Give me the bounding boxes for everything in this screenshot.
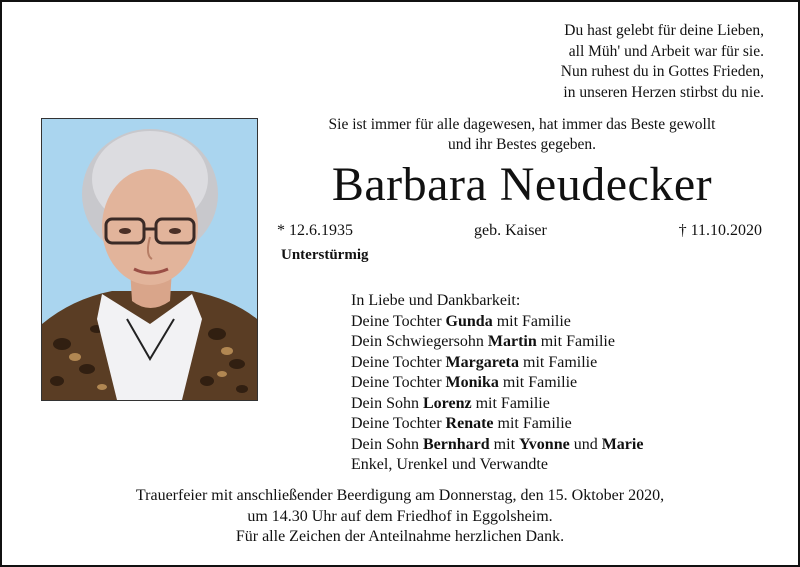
maiden-name: geb. Kaiser xyxy=(474,222,547,239)
deceased-name: Barbara Neudecker xyxy=(331,158,713,211)
mourner-line: Deine Tochter Monika mit Familie xyxy=(351,374,578,391)
mourner-line: Dein Schwiegersohn Martin mit Familie xyxy=(351,333,615,350)
mourner-line: Dein Sohn Lorenz mit Familie xyxy=(351,394,550,412)
footer-line: um 14.30 Uhr auf dem Friedhof in Eggolsheim. xyxy=(247,507,553,525)
death-date: † 11.10.2020 xyxy=(678,222,762,239)
poem-line: in unseren Herzen stirbst du nie. xyxy=(563,83,764,101)
tribute-line: und ihr Bestes gegeben. xyxy=(447,136,597,153)
poem-line: Du hast gelebt für deine Lieben, xyxy=(564,22,764,39)
mourner-line: Deine Tochter Margareta mit Familie xyxy=(351,353,598,371)
tribute-text xyxy=(272,115,772,155)
portrait-illustration xyxy=(42,119,257,400)
mourner-line: Deine Tochter Gunda mit Familie xyxy=(351,312,571,330)
mourners-intro: In Liebe und Dankbarkeit: xyxy=(351,292,521,309)
residence-place: Unterstürmig xyxy=(281,247,369,263)
poem-line: Nun ruhest du in Gottes Frieden, xyxy=(560,63,764,80)
footer-line: Trauerfeier mit anschließender Beerdigung am Donnerstag, den 15. Oktober 2020, xyxy=(135,487,665,504)
footer-line: Für alle Zeichen der Anteilnahme herzlichen Dank. xyxy=(235,528,565,545)
mourners-list xyxy=(351,291,643,476)
poem-line: all Müh' und Arbeit war für sie. xyxy=(568,42,764,60)
birth-date: * 12.6.1935 xyxy=(277,222,353,239)
life-dates xyxy=(277,222,762,244)
portrait-photo xyxy=(41,118,258,401)
funeral-information xyxy=(2,486,798,548)
mourners-closing: Enkel, Urenkel und Verwandte xyxy=(351,456,548,473)
memorial-poem xyxy=(561,21,764,103)
tribute-line: Sie ist immer für alle dagewesen, hat immer das Beste gewollt xyxy=(328,116,716,133)
mourner-line: Dein Sohn Bernhard mit Yvonne und Marie xyxy=(351,435,644,453)
mourner-line: Deine Tochter Renate mit Familie xyxy=(351,415,572,432)
